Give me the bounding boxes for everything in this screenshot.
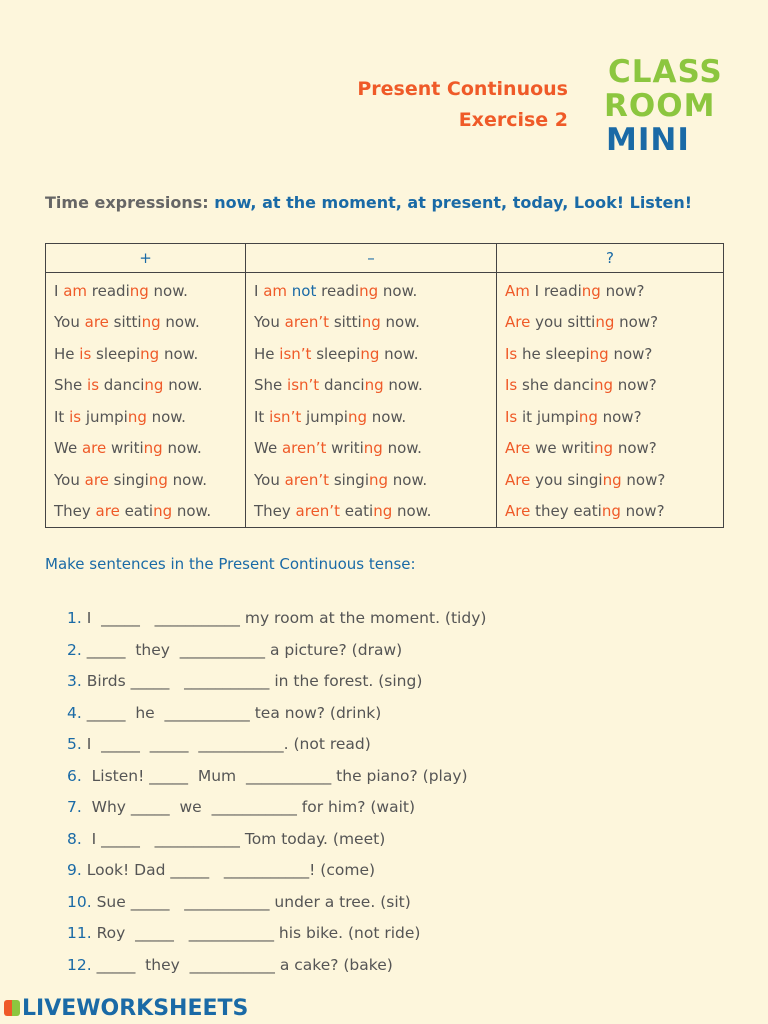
- table-row: [46, 496, 724, 528]
- table-cell: [46, 307, 246, 339]
- cell-fragment: it jumpi: [517, 407, 579, 426]
- cell-fragment: now.: [148, 281, 188, 300]
- cell-fragment: ng: [581, 281, 601, 300]
- cell-fragment: now.: [378, 281, 418, 300]
- exercise-item: [67, 639, 486, 671]
- cell-fragment: aren’t: [281, 439, 327, 458]
- table-cell: [497, 338, 724, 370]
- cell-fragment: now.: [382, 439, 422, 458]
- cell-fragment: she danci: [517, 376, 594, 395]
- cell-fragment: jumpi: [81, 407, 128, 426]
- cell-fragment: ng: [127, 407, 147, 426]
- cell-fragment: ng: [595, 313, 615, 332]
- exercise-text: _____ he ___________ tea now? (drink): [81, 703, 382, 722]
- table-cell: [46, 433, 246, 465]
- cell-fragment: ng: [360, 344, 380, 363]
- exercise-list: [67, 607, 486, 985]
- cell-fragment: now.: [383, 376, 423, 395]
- exercise-item: [67, 670, 486, 702]
- exercise-text: Birds _____ ___________ in the forest. (sing): [81, 672, 423, 690]
- cell-fragment: I: [54, 281, 64, 300]
- exercise-text: Sue _____ ___________ under a tree. (sit): [91, 892, 411, 911]
- table-cell: [497, 433, 724, 465]
- cell-fragment: now.: [162, 439, 202, 458]
- table-cell: [246, 496, 497, 528]
- table-cell: [497, 401, 724, 433]
- grammar-table: [45, 243, 724, 528]
- cell-fragment: writi: [326, 439, 364, 458]
- table-row: [46, 273, 724, 307]
- cell-fragment: now.: [160, 313, 200, 332]
- cell-fragment: now.: [367, 407, 407, 426]
- exercise-number: 9.: [67, 861, 82, 879]
- cell-fragment: aren’t: [284, 470, 330, 489]
- header-negative: –: [246, 244, 497, 273]
- exercise-text: Why _____ we ___________ for him? (wait): [81, 798, 416, 816]
- cell-fragment: They: [254, 502, 296, 521]
- cell-fragment: ng: [369, 470, 389, 489]
- exercise-item: [67, 954, 486, 986]
- cell-fragment: I readi: [529, 281, 582, 300]
- cell-fragment: He: [54, 344, 80, 363]
- cell-fragment: ng: [363, 439, 383, 458]
- cell-fragment: He: [254, 344, 280, 363]
- cell-fragment: Is: [505, 344, 518, 363]
- table-cell: [46, 496, 246, 528]
- table-cell: [46, 370, 246, 402]
- cell-fragment: Is: [505, 376, 518, 395]
- exercise-text: _____ they ___________ a cake? (bake): [91, 955, 393, 974]
- cell-fragment: ng: [129, 281, 149, 300]
- cell-fragment: are: [84, 470, 109, 489]
- cell-fragment: We: [54, 439, 82, 458]
- exercise-number: 2.: [67, 640, 82, 659]
- table-cell: [246, 370, 497, 402]
- cell-fragment: You: [54, 313, 85, 332]
- table-row: [46, 307, 724, 339]
- cell-fragment: now?: [613, 376, 657, 395]
- exercise-item: [67, 891, 486, 923]
- exercise-text: Roy _____ ___________ his bike. (not ride): [91, 924, 421, 942]
- cell-fragment: Are: [505, 470, 531, 489]
- exercise-number: 4.: [67, 703, 82, 722]
- exercise-number: 6.: [67, 766, 82, 785]
- exercise-number: 11.: [67, 924, 92, 942]
- cell-fragment: he sleepi: [517, 344, 590, 363]
- exercise-item: [67, 733, 486, 765]
- cell-fragment: now.: [392, 502, 432, 521]
- cell-fragment: ng: [602, 470, 622, 489]
- cell-fragment: you sitti: [530, 313, 596, 332]
- cell-fragment: singi: [329, 470, 369, 489]
- cell-fragment: are: [95, 502, 120, 521]
- cell-fragment: We: [254, 439, 282, 458]
- exercise-text: I _____ _____ ___________. (not read): [81, 735, 371, 753]
- cell-fragment: now.: [163, 376, 203, 395]
- cell-fragment: ng: [589, 344, 609, 363]
- table-cell: [246, 338, 497, 370]
- cell-fragment: It: [54, 407, 70, 426]
- logo-word-2: ROOM: [604, 88, 716, 124]
- cell-fragment: now?: [608, 344, 653, 363]
- cell-fragment: ng: [347, 407, 367, 426]
- instruction: Make sentences in the Present Continuous tense:: [45, 555, 416, 573]
- cell-fragment: now.: [146, 407, 186, 426]
- cell-fragment: now?: [621, 470, 666, 489]
- liveworksheets-logo: [4, 996, 248, 1021]
- cell-fragment: eati: [119, 502, 154, 521]
- exercise-item: [67, 828, 486, 860]
- time-expressions: [45, 193, 692, 212]
- table-cell: [46, 464, 246, 496]
- cell-fragment: I: [254, 281, 264, 300]
- cell-fragment: ng: [594, 439, 614, 458]
- cell-fragment: aren’t: [295, 502, 340, 521]
- cell-fragment: now.: [159, 344, 199, 363]
- exercise-number: 5.: [67, 735, 82, 753]
- table-cell: [46, 401, 246, 433]
- time-expressions-label: Time expressions:: [45, 193, 209, 212]
- table-cell: [246, 401, 497, 433]
- cell-fragment: danci: [319, 376, 365, 395]
- table-cell: [497, 370, 724, 402]
- cell-fragment: ng: [593, 376, 614, 395]
- table-cell: [497, 496, 724, 528]
- cell-fragment: now?: [600, 281, 645, 300]
- cell-fragment: danci: [99, 376, 145, 395]
- cell-fragment: It: [254, 407, 270, 426]
- cell-fragment: now?: [597, 407, 642, 426]
- cell-fragment: is: [79, 344, 92, 363]
- cell-fragment: sleepi: [311, 344, 361, 363]
- cell-fragment: isn’t: [287, 376, 320, 395]
- cell-fragment: isn’t: [269, 407, 302, 426]
- cell-fragment: not: [291, 281, 317, 300]
- table-cell: [246, 273, 497, 307]
- table-row: [46, 464, 724, 496]
- table-cell: [497, 464, 724, 496]
- exercise-text: _____ they ___________ a picture? (draw): [81, 640, 403, 659]
- logo-word-3: MINI: [606, 122, 690, 158]
- cell-fragment: She: [54, 376, 88, 395]
- exercise-text: Listen! _____ Mum ___________ the piano? (play): [81, 766, 468, 785]
- exercise-number: 12.: [67, 955, 92, 974]
- time-expressions-value: now, at the moment, at present, today, Look! Listen!: [214, 193, 693, 212]
- cell-fragment: ng: [373, 502, 393, 521]
- cell-fragment: is: [87, 376, 100, 395]
- cell-fragment: ng: [364, 376, 384, 395]
- cell-fragment: readi: [316, 281, 360, 300]
- cell-fragment: are: [81, 439, 107, 458]
- exercise-number: 8.: [67, 829, 82, 848]
- cell-fragment: readi: [87, 281, 130, 300]
- cell-fragment: sleepi: [91, 344, 141, 363]
- exercise-number: 3.: [67, 672, 82, 690]
- cell-fragment: ng: [144, 376, 164, 395]
- table-row: [46, 433, 724, 465]
- header-positive: +: [46, 244, 246, 273]
- cell-fragment: isn’t: [279, 344, 312, 363]
- cell-fragment: we writi: [530, 439, 595, 458]
- exercise-number: 7.: [67, 798, 82, 816]
- header-question: ?: [497, 244, 724, 273]
- cell-fragment: now?: [614, 313, 659, 332]
- cell-fragment: You: [54, 470, 85, 489]
- table-cell: [246, 433, 497, 465]
- cell-fragment: sitti: [108, 313, 142, 332]
- cell-fragment: singi: [108, 470, 149, 489]
- cell-fragment: ng: [578, 407, 598, 426]
- cell-fragment: Is: [505, 407, 518, 426]
- cell-fragment: they eati: [530, 502, 602, 521]
- exercise-text: I _____ ___________ Tom today. (meet): [81, 829, 386, 848]
- exercise-item: [67, 607, 486, 639]
- exercise-item: [67, 702, 486, 734]
- cell-fragment: am: [63, 281, 88, 300]
- exercise-number: 1.: [67, 609, 82, 627]
- classroom-mini-logo: [604, 54, 723, 164]
- cell-fragment: now.: [388, 470, 428, 489]
- cell-fragment: Are: [505, 502, 531, 521]
- cell-fragment: sitti: [329, 313, 362, 332]
- table-row: [46, 338, 724, 370]
- exercise-item: [67, 859, 486, 891]
- cell-fragment: Are: [505, 439, 531, 458]
- table-cell: [497, 307, 724, 339]
- liveworksheets-icon: [4, 1000, 20, 1016]
- exercise-number: 10.: [67, 892, 92, 911]
- cell-fragment: ng: [153, 502, 173, 521]
- exercise-text: I _____ ___________ my room at the moment. (tidy): [81, 609, 487, 627]
- exercise-item: [67, 922, 486, 954]
- cell-fragment: are: [84, 313, 109, 332]
- table-row: [46, 401, 724, 433]
- cell-fragment: ng: [601, 502, 621, 521]
- cell-fragment: now.: [379, 344, 419, 363]
- exercise-item: [67, 796, 486, 828]
- table-cell: [246, 464, 497, 496]
- cell-fragment: ng: [143, 439, 163, 458]
- cell-fragment: You: [254, 470, 285, 489]
- exercise-item: [67, 765, 486, 797]
- cell-fragment: ng: [359, 281, 379, 300]
- title-line-1: Present Continuous: [357, 78, 568, 100]
- table-cell: [46, 273, 246, 307]
- cell-fragment: now?: [613, 439, 657, 458]
- cell-fragment: She: [254, 376, 288, 395]
- cell-fragment: now?: [620, 502, 665, 521]
- title-line-2: Exercise 2: [458, 109, 568, 131]
- table-cell: [497, 273, 724, 307]
- table-cell: [246, 307, 497, 339]
- cell-fragment: eati: [339, 502, 374, 521]
- cell-fragment: writi: [106, 439, 144, 458]
- cell-fragment: ng: [148, 470, 168, 489]
- cell-fragment: aren’t: [284, 313, 330, 332]
- exercise-text: Look! Dad _____ ___________! (come): [81, 861, 376, 879]
- footer-text: LIVEWORKSHEETS: [22, 996, 249, 1021]
- cell-fragment: ng: [140, 344, 160, 363]
- cell-fragment: now.: [167, 470, 207, 489]
- cell-fragment: They: [54, 502, 96, 521]
- cell-fragment: now.: [380, 313, 420, 332]
- cell-fragment: You: [254, 313, 285, 332]
- table-cell: [46, 338, 246, 370]
- cell-fragment: jumpi: [301, 407, 348, 426]
- cell-fragment: am: [263, 281, 288, 300]
- cell-fragment: ng: [141, 313, 161, 332]
- cell-fragment: ng: [361, 313, 381, 332]
- logo-word-1: CLASS: [608, 54, 723, 90]
- cell-fragment: Are: [505, 313, 531, 332]
- cell-fragment: is: [69, 407, 82, 426]
- cell-fragment: you singi: [530, 470, 603, 489]
- cell-fragment: Am: [505, 281, 530, 300]
- cell-fragment: now.: [172, 502, 212, 521]
- table-row: [46, 370, 724, 402]
